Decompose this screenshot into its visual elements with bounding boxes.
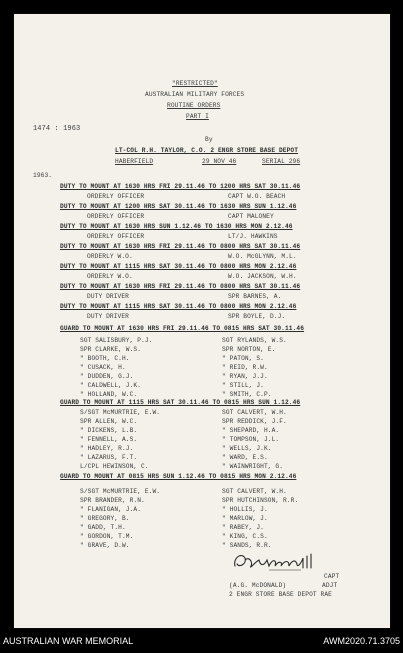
duty-header: DUTY TO MOUNT AT 1630 HRS SUN 1.12.46 TO 1630 HRS MON 2.12.46 <box>60 223 293 230</box>
guard-member: S/SGT McMURTRIE, E.W. <box>80 488 161 495</box>
guard-member: " SMITH, C.P. <box>222 391 272 398</box>
duty-header: DUTY TO MOUNT AT 1115 HRS SAT 30.11.46 TO 0800 HRS MON 2.12.46 <box>60 303 297 310</box>
duty-name: SPR BOYLE, D.J. <box>228 313 286 320</box>
guard-member: SGT CALVERT, W.H. <box>222 488 287 495</box>
reference-number: 1474 : 1963 <box>33 125 81 133</box>
guard-member: " FLANIGAN, J.A. <box>80 506 142 513</box>
guard-member: SPR REDDICK, J.F. <box>222 418 287 425</box>
guard-member: " DUDDEN, G.J. <box>80 373 134 380</box>
guard-member: SPR CLARKE, W.S. <box>80 346 142 353</box>
guard-member: " HOLLIS, J. <box>222 506 268 513</box>
guard-member: " LAZARUS, F.T. <box>80 454 138 461</box>
guard-member: SPR ALLEN, W.C. <box>80 418 138 425</box>
guard-header: GUARD TO MOUNT AT 0815 HRS SUN 1.12.46 TO 0815 HRS MON 2.12.46 <box>60 473 297 480</box>
guard-member: " HADLEY, R.J. <box>80 445 134 452</box>
guard-member: " PATON, S. <box>222 355 264 362</box>
duty-role: ORDERLY W.O. <box>87 273 133 280</box>
duty-header: DUTY TO MOUNT AT 1115 HRS SAT 30.11.46 TO 0800 HRS MON 2.12.46 <box>60 263 297 270</box>
duty-header: DUTY TO MOUNT AT 1630 HRS FRI 29.11.46 TO 0800 HRS SAT 30.11.46 <box>60 243 301 250</box>
duty-role: ORDERLY OFFICER <box>87 213 145 220</box>
document-title: ROUTINE ORDERS <box>167 102 221 109</box>
footer-accession-number: AWM2020.71.3705 <box>323 636 400 646</box>
duty-header: DUTY TO MOUNT AT 1200 HRS SAT 30.11.46 TO 1630 HRS SUN 1.12.46 <box>60 203 297 210</box>
duty-name: SPR BARNES, A. <box>228 293 282 300</box>
guard-member: " TOMPSON, J.L. <box>222 436 280 443</box>
duty-name: W.O. JACKSON, W.H. <box>228 273 297 280</box>
guard-member: " FENNELL, A.S. <box>80 436 138 443</box>
part-heading: PART I <box>186 113 209 120</box>
guard-member: " HOLLAND, W.C. <box>80 391 138 398</box>
guard-member: S/SGT McMURTRIE, E.W. <box>80 409 161 416</box>
guard-member: " WARD, E.S. <box>222 454 268 461</box>
guard-member: " REID, R.W. <box>222 364 268 371</box>
duty-name: W.O. McGLYNN, M.L. <box>228 253 297 260</box>
guard-member: " KING, C.S. <box>222 533 268 540</box>
duty-name: CAPT MALONEY <box>228 213 274 220</box>
signatory-rank: CAPT <box>324 573 340 580</box>
guard-member: " SHEPARD, H.A. <box>222 427 280 434</box>
guard-header: GUARD TO MOUNT AT 1630 HRS FRI 29.11.46 TO 0815 HRS SAT 30.11.46 <box>60 325 305 332</box>
commander-line: LT-COL R.H. TAYLOR, C.O. 2 ENGR STORE BASE DEPOT <box>115 147 299 154</box>
guard-member: " RYAN, J.J. <box>222 373 268 380</box>
item-number: 1963. <box>33 172 53 179</box>
guard-member: " MARLOW, J. <box>222 515 268 522</box>
guard-member: SPR BRANDER, R.N. <box>80 497 145 504</box>
guard-member: SPR NORTON, E. <box>222 346 276 353</box>
duty-role: ORDERLY W.O. <box>87 253 133 260</box>
handwritten-signature <box>231 548 331 574</box>
guard-member: " WAINWRIGHT, G. <box>222 463 284 470</box>
signatory-name: (A.G. McDONALD) <box>229 582 287 589</box>
guard-member: " BOOTH, C.H. <box>80 355 130 362</box>
signatory-role: ADJT <box>322 582 338 589</box>
duty-role: ORDERLY OFFICER <box>87 193 145 200</box>
duty-name: LT/J. HAWKINS <box>228 233 278 240</box>
guard-header: GUARD TO MOUNT AT 1115 HRS SAT 30.11.46 TO 0815 HRS SUN 1.12.46 <box>60 399 301 406</box>
organisation-heading: AUSTRALIAN MILITARY FORCES <box>145 91 245 98</box>
place-label: HABERFIELD <box>115 158 154 165</box>
by-label: By <box>205 136 213 143</box>
guard-member: " STILL, J. <box>222 382 264 389</box>
guard-member: " SANDS, R.R. <box>222 542 272 549</box>
guard-member: SPR HUTCHINSON, R.R. <box>222 497 299 504</box>
guard-member: " GRAVE, D.W. <box>80 542 130 549</box>
guard-member: " CUSACK, H. <box>80 364 126 371</box>
signatory-unit: 2 ENGR STORE BASE DEPOT RAE <box>229 591 332 598</box>
guard-member: SGT RYLANDS, W.S. <box>222 337 287 344</box>
date-label: 29 NOV 46 <box>202 158 237 165</box>
serial-label: SERIAL 296 <box>262 158 301 165</box>
guard-member: L/CPL HEWINSON, C. <box>80 463 149 470</box>
duty-header: DUTY TO MOUNT AT 1630 HRS FRI 29.11.46 TO 1200 HRS SAT 30.11.46 <box>60 183 301 190</box>
duty-role: DUTY DRIVER <box>87 293 129 300</box>
guard-member: " DICKENS, L.B. <box>80 427 138 434</box>
guard-member: " GREGORY, B. <box>80 515 130 522</box>
duty-role: DUTY DRIVER <box>87 313 129 320</box>
footer-credit: AUSTRALIAN WAR MEMORIAL <box>3 636 134 646</box>
guard-member: " CALDWELL, J.K. <box>80 382 142 389</box>
guard-member: SGT SALISBURY, P.J. <box>80 337 153 344</box>
guard-member: " RABEY, J. <box>222 524 264 531</box>
guard-member: " GORDON, T.M. <box>80 533 134 540</box>
duty-header: DUTY TO MOUNT AT 1630 HRS FRI 29.11.46 TO 0800 HRS SAT 30.11.46 <box>60 283 301 290</box>
guard-member: " WELLS, J.K. <box>222 445 272 452</box>
duty-name: CAPT W.O. BEACH <box>228 193 286 200</box>
restricted-marking: "RESTRICTED" <box>172 80 218 87</box>
guard-member: " GADD, T.H. <box>80 524 126 531</box>
duty-role: ORDERLY OFFICER <box>87 233 145 240</box>
guard-member: SGT CALVERT, W.H. <box>222 409 287 416</box>
